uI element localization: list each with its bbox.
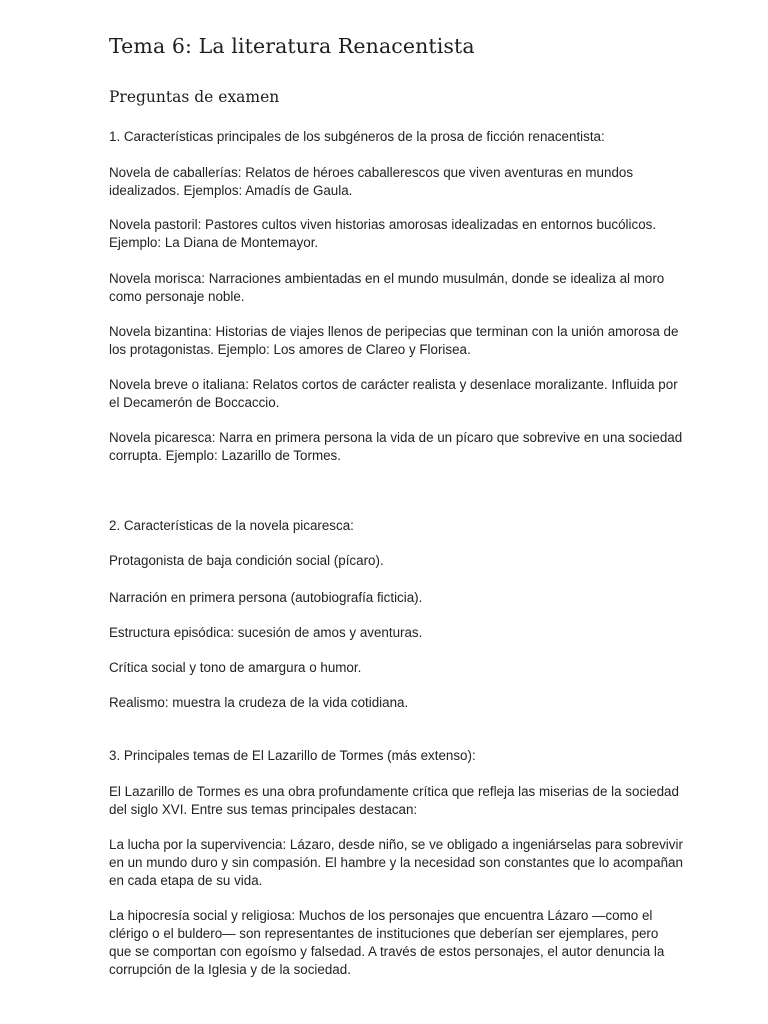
question-3-heading: 3. Principales temas de El Lazarillo de Tormes (más extenso): — [109, 748, 476, 763]
document-title: Tema 6: La literatura Renacentista — [109, 34, 475, 58]
paragraph-novela-picaresca: Novela picaresca: Narra en primera persona la vida de un pícaro que sobrevive en una sociedad corrupta. Ejemplo: Lazarillo de Tormes. — [109, 430, 683, 463]
list-item-narracion: Narración en primera persona (autobiografía ficticia). — [109, 590, 423, 605]
paragraph-hipocresia: La hipocresía social y religiosa: Muchos de los personajes que encuentra Lázaro —como el clérigo o el buldero— son representantes de instituciones que deberían ser ejemplares, pero que se comportan con egoísmo y falsedad. A través de estos personajes, el autor denuncia la corrupción de la Iglesia y de la sociedad. — [109, 908, 665, 977]
list-item-estructura: Estructura episódica: sucesión de amos y aventuras. — [109, 625, 423, 640]
paragraph-supervivencia: La lucha por la supervivencia: Lázaro, desde niño, se ve obligado a ingeniárselas para sobrevivir en un mundo duro y sin compasión. El hambre y la necesidad son constantes que lo acompañan en cada etapa de su vida. — [109, 837, 683, 888]
question-1-heading: 1. Características principales de los subgéneros de la prosa de ficción renacentista: — [109, 129, 605, 144]
paragraph-lazarillo-intro: El Lazarillo de Tormes es una obra profundamente crítica que refleja las miserias de la sociedad del siglo XVI. Entre sus temas principales destacan: — [109, 784, 679, 817]
list-item-protagonista: Protagonista de baja condición social (pícaro). — [109, 553, 384, 568]
section-subtitle: Preguntas de examen — [109, 88, 280, 106]
list-item-realismo: Realismo: muestra la crudeza de la vida cotidiana. — [109, 695, 409, 710]
paragraph-novela-caballerias: Novela de caballerías: Relatos de héroes caballerescos que viven aventuras en mundos idealizados. Ejemplos: Amadís de Gaula. — [109, 165, 634, 198]
paragraph-novela-pastoril: Novela pastoril: Pastores cultos viven historias amorosas idealizadas en entornos bucólicos. Ejemplo: La Diana de Montemayor. — [109, 217, 657, 250]
paragraph-novela-morisca: Novela morisca: Narraciones ambientadas en el mundo musulmán, donde se idealiza al moro como personaje noble. — [109, 271, 665, 304]
question-2-heading: 2. Características de la novela picaresca: — [109, 518, 354, 533]
list-item-critica: Crítica social y tono de amargura o humor. — [109, 660, 362, 675]
paragraph-novela-breve: Novela breve o italiana: Relatos cortos de carácter realista y desenlace moralizante. Influida por el Decamerón de Boccaccio. — [109, 377, 678, 410]
paragraph-novela-bizantina: Novela bizantina: Historias de viajes llenos de peripecias que terminan con la unión amorosa de los protagonistas. Ejemplo: Los amores de Clareo y Florisea. — [109, 324, 679, 357]
